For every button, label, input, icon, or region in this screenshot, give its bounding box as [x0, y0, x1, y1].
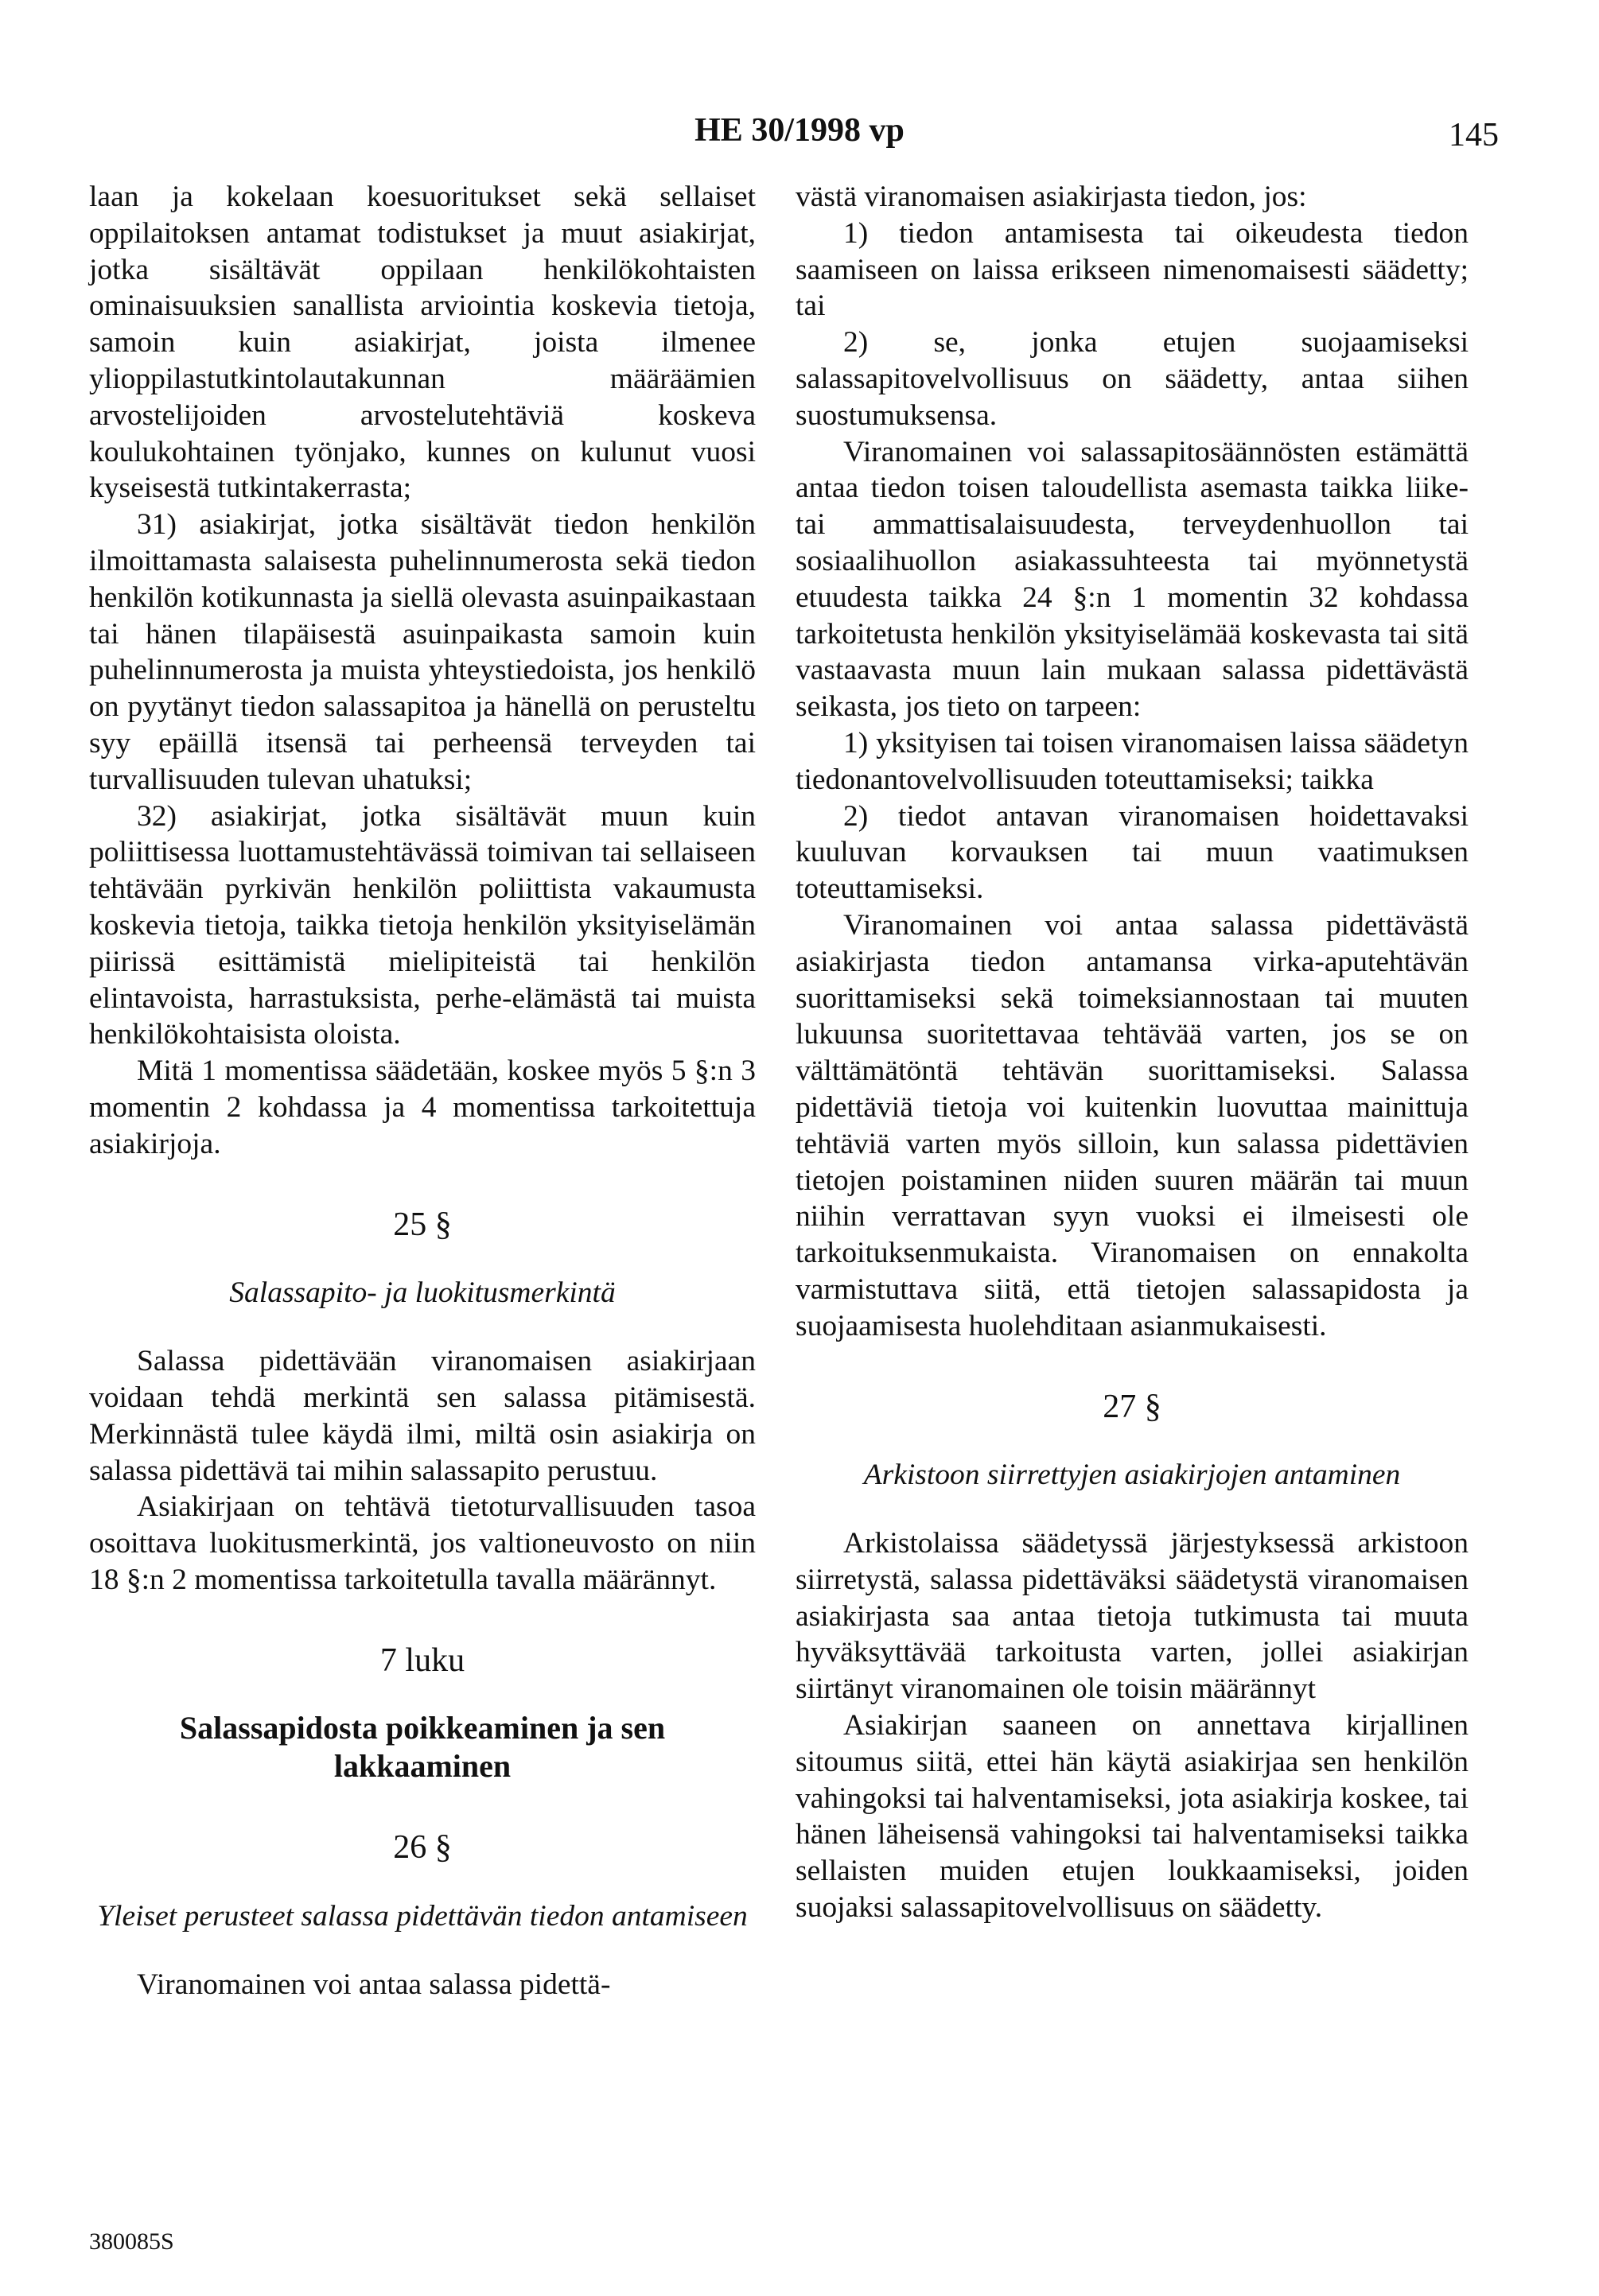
paragraph: Viranomainen voi antaa salassa pidettä-	[137, 1968, 611, 2002]
section-title: Yleiset perusteet salassa pidettävän tiedon antamiseen	[97, 1900, 748, 1933]
section-number: 26 §	[393, 1829, 452, 1867]
section-number: 27 §	[1103, 1388, 1161, 1425]
paragraph: 1) tiedon antamisesta tai oikeudesta tiedon saamiseen on laissa erikseen nimenomaisesti säädetty; tai	[796, 216, 1469, 323]
chapter-title: Salassapidosta poikkeaminen ja sen lakkaaminen	[179, 1710, 666, 1785]
paragraph: Asiakirjan saaneen on annettava kirjallinen sitoumus siitä, ettei hän käytä asiakirjaa sen henkilön vahingoksi tai halventamiseksi, jota asiakirja koskee, tai hänen läheisensä vahingoksi tai halventamiseksi taikka sellaisten muiden etujen loukkaamiseksi, joiden suojaksi salassapitovelvollisuus on säädetty.	[796, 1709, 1469, 1925]
paragraph: 2) se, jonka etujen suojaamiseksi salassapitovelvollisuus on säädetty, antaa siihen suostumuksensa.	[796, 326, 1469, 432]
paragraph: västä viranomaisen asiakirjasta tiedon, jos:	[796, 181, 1307, 213]
paragraph: 32) asiakirjat, jotka sisältävät muun kuin poliittisessa luottamustehtävässä toimivan tai sellaiseen tehtävään pyrkivän henkilön poliittista vakaumusta koskevia tietoja, taikka tietoja henkilön yksityiselämän piirissä esittämistä mielipiteistä tai henkilön elintavoista, harrastuksista, perhe-elämästä tai muista henkilökohtaisista oloista.	[89, 799, 756, 1051]
paragraph: Viranomainen voi salassapitosäännösten estämättä antaa tiedon toisen taloudellista asemasta taikka liike- tai ammattisalaisuudesta, terveydenhuollon tai sosiaalihuollon asiakassuhteesta tai myönnetystä etuudesta taikka 24 §:n 1 momentin 32 kohdassa tarkoitetusta henkilön yksityiselämää koskevasta tai sitä vastaavasta muun lain mukaan salassa pidettävästä seikasta, jos tieto on tarpeen:	[796, 435, 1469, 724]
paragraph: Asiakirjaan on tehtävä tietoturvallisuuden tasoa osoittava luokitusmerkintä, jos valtioneuvosto on niin 18 §:n 2 momentissa tarkoitetulla tavalla määrännyt.	[89, 1490, 756, 1596]
paragraph: Arkistolaissa säädetyssä järjestyksessä arkistoon siirretystä, salassa pidettäväksi säädetystä viranomaisen asiakirjasta saa antaa tietoja tutkimusta tai muuta hyväksyttävää tarkoitusta varten, jollei asiakirjan siirtänyt viranomainen ole toisin määrännyt	[796, 1527, 1469, 1706]
footer-code: 380085S	[89, 2228, 174, 2255]
paragraph: laan ja kokelaan koesuoritukset sekä sellaiset oppilaitoksen antamat todistukset ja muut asiakirjat, jotka sisältävät oppilaan henkilökohtaisten ominaisuuksien sanallista arviointia koskevia tietoja, samoin kuin asiakirjat, joista ilmenee ylioppilastutkintolautakunnan määräämien arvostelijoiden arvostelutehtäviä koskeva koulukohtainen työnjako, kunnes on kulunut vuosi kyseisestä tutkintakerrasta;	[89, 181, 756, 505]
page-header	[0, 111, 1599, 159]
document-title: HE 30/1998 vp	[694, 112, 905, 149]
paragraph: Mitä 1 momentissa säädetään, koskee myös 5 §:n 3 momentin 2 kohdassa ja 4 momentissa tarkoitettuja asiakirjoja.	[89, 1055, 756, 1160]
page-number: 145	[1449, 117, 1499, 153]
right-column	[796, 179, 1469, 1926]
section-number: 25 §	[393, 1206, 452, 1243]
chapter-number: 7 luku	[379, 1641, 465, 1679]
paragraph: 2) tiedot antavan viranomaisen hoidettavaksi kuuluvan korvauksen tai muun vaatimuksen toteuttamiseksi.	[796, 799, 1469, 906]
section-title: Salassapito- ja luokitusmerkintä	[229, 1276, 616, 1310]
paragraph: 1) yksityisen tai toisen viranomaisen laissa säädetyn tiedonantovelvollisuuden toteuttamiseksi; taikka	[796, 726, 1469, 796]
section-title: Arkistoon siirrettyjen asiakirjojen antaminen	[863, 1459, 1401, 1492]
left-column	[89, 179, 756, 2003]
paragraph: 31) asiakirjat, jotka sisältävät tiedon henkilön ilmoittamasta salaisesta puhelinnumerosta sekä tiedon henkilön kotikunnasta ja siellä olevasta asuinpaikastaan tai hänen tilapäisestä asuinpaikasta samoin kuin puhelinnumerosta ja muista yhteystiedoista, jos henkilö on pyytänyt tiedon salassapitoa ja hänellä on perusteltu syy epäillä itsensä tai perheensä terveyden tai turvallisuuden tulevan uhatuksi;	[89, 508, 756, 796]
paragraph: Salassa pidettävään viranomaisen asiakirjaan voidaan tehdä merkintä sen salassa pitämisestä. Merkinnästä tulee käydä ilmi, miltä osin asiakirja on salassa pidettävä tai mihin salassapito perustuu.	[89, 1345, 756, 1487]
paragraph: Viranomainen voi antaa salassa pidettävästä asiakirjasta tiedon antamansa virka-aputehtävän suorittamiseksi sekä toimeksiannostaan tai muuten lukuunsa suoritettavaa tehtävää varten, jos se on välttämätöntä tehtävän suorittamiseksi. Salassa pidettäviä tietoja voi kuitenkin luovuttaa mainittuja tehtäviä varten myös silloin, kun salassa pidettävien tietojen poistaminen niiden suuren määrän tai muun niihin verrattavan syyn vuoksi ei ilmeisesti ole tarkoituksenmukaista. Viranomaisen on ennakolta varmistuttava siitä, että tietojen salassapidosta ja suojaamisesta huolehditaan asianmukaisesti.	[796, 908, 1469, 1342]
